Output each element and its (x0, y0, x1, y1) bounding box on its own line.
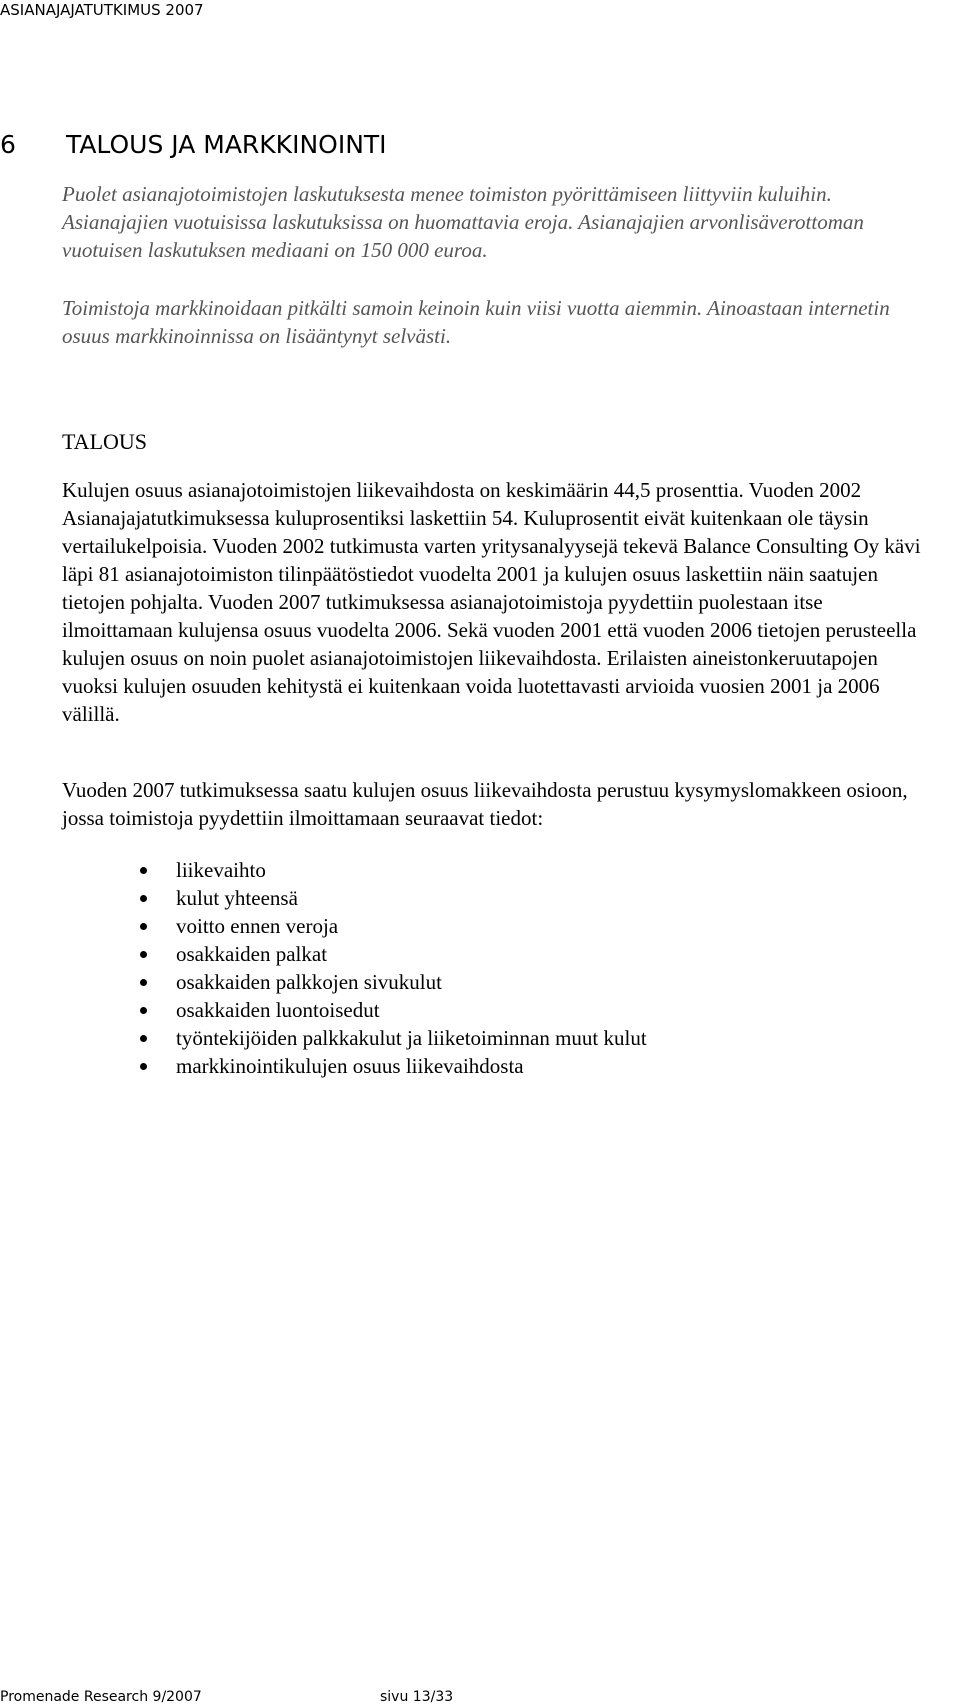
reported-items-list (62, 856, 647, 1080)
section-heading (0, 128, 387, 162)
section-number: 6 (0, 130, 16, 159)
list-item-label: voitto ennen veroja (176, 914, 339, 938)
bullet-icon (140, 1063, 147, 1070)
bullet-icon (140, 895, 147, 902)
intro-paragraph-2: Toimistoja markkinoidaan pitkälti samoin keinoin kuin viisi vuotta aiemmin. Ainoastaan internetin osuus markkinoinnissa on lisääntynyt selvästi. (62, 296, 890, 348)
list-item-label: osakkaiden luontoisedut (176, 998, 380, 1022)
bullet-icon (140, 923, 147, 930)
list-item (62, 856, 647, 884)
bullet-icon (140, 867, 147, 874)
talous-paragraph-1: Kulujen osuus asianajotoimistojen liikevaihdosta on keskimäärin 44,5 prosenttia. Vuoden 2002 Asianajajatutkimuksessa kuluprosentiksi laskettiin 54. Kuluprosentit eivät kuitenkaan ole täysin vertailukelpoisia. Vuoden 2002 tutkimusta varten yritysanalyysejä tekevä Balance Consulting Oy kävi läpi 81 asianajotoimiston tilinpäätöstiedot vuodelta 2001 ja kulujen osuus laskettiin näin saatujen tietojen pohjalta. Vuoden 2007 tutkimuksessa asianajotoimistoja pyydettiin puolestaan itse ilmoittamaan kulujensa osuus vuodelta 2006. Sekä vuoden 2001 että vuoden 2006 tietojen perusteella kulujen osuus on noin puolet asianajotoimistojen liikevaihdosta. Erilaisten aineistonkeruutapojen vuoksi kulujen osuuden kehitystä ei kuitenkaan voida luotettavasti arvioida vuosien 2001 ja 2006 välillä. (62, 478, 921, 726)
list-item (62, 912, 647, 940)
page-number: sivu 13/33 (380, 1689, 454, 1705)
page-footer (0, 1687, 454, 1707)
bullet-icon (140, 1035, 147, 1042)
bullet-icon (140, 1007, 147, 1014)
talous-paragraph-2: Vuoden 2007 tutkimuksessa saatu kulujen osuus liikevaihdosta perustuu kysymyslomakkeen osioon, jossa toimistoja pyydettiin ilmoittamaan seuraavat tiedot: (62, 778, 908, 830)
bullet-icon (140, 979, 147, 986)
list-item-label: kulut yhteensä (176, 886, 298, 910)
list-item-label: liikevaihto (176, 858, 266, 882)
list-item (62, 996, 647, 1024)
list-item (62, 884, 647, 912)
list-item (62, 1052, 647, 1080)
intro-paragraph-1: Puolet asianajotoimistojen laskutuksesta menee toimiston pyörittämiseen liittyviin kuluihin. Asianajajien vuotuisissa laskutuksissa on huomattavia eroja. Asianajajien arvonlisäverottoman vuotuisen laskutuksen mediaani on 150 000 euroa. (62, 182, 864, 262)
list-item-label: markkinointikulujen osuus liikevaihdosta (176, 1054, 524, 1078)
section-title: TALOUS JA MARKKINOINTI (66, 130, 387, 159)
subsection-heading: TALOUS (62, 429, 148, 454)
list-item-label: osakkaiden palkkojen sivukulut (176, 970, 442, 994)
list-item-label: työntekijöiden palkkakulut ja liiketoiminnan muut kulut (176, 1026, 647, 1050)
bullet-icon (140, 951, 147, 958)
running-header: ASIANAJAJATUTKIMUS 2007 (0, 1, 204, 19)
list-item (62, 1024, 647, 1052)
list-item (62, 940, 647, 968)
footer-publisher: Promenade Research 9/2007 (0, 1689, 202, 1705)
list-item-label: osakkaiden palkat (176, 942, 328, 966)
list-item (62, 968, 647, 996)
